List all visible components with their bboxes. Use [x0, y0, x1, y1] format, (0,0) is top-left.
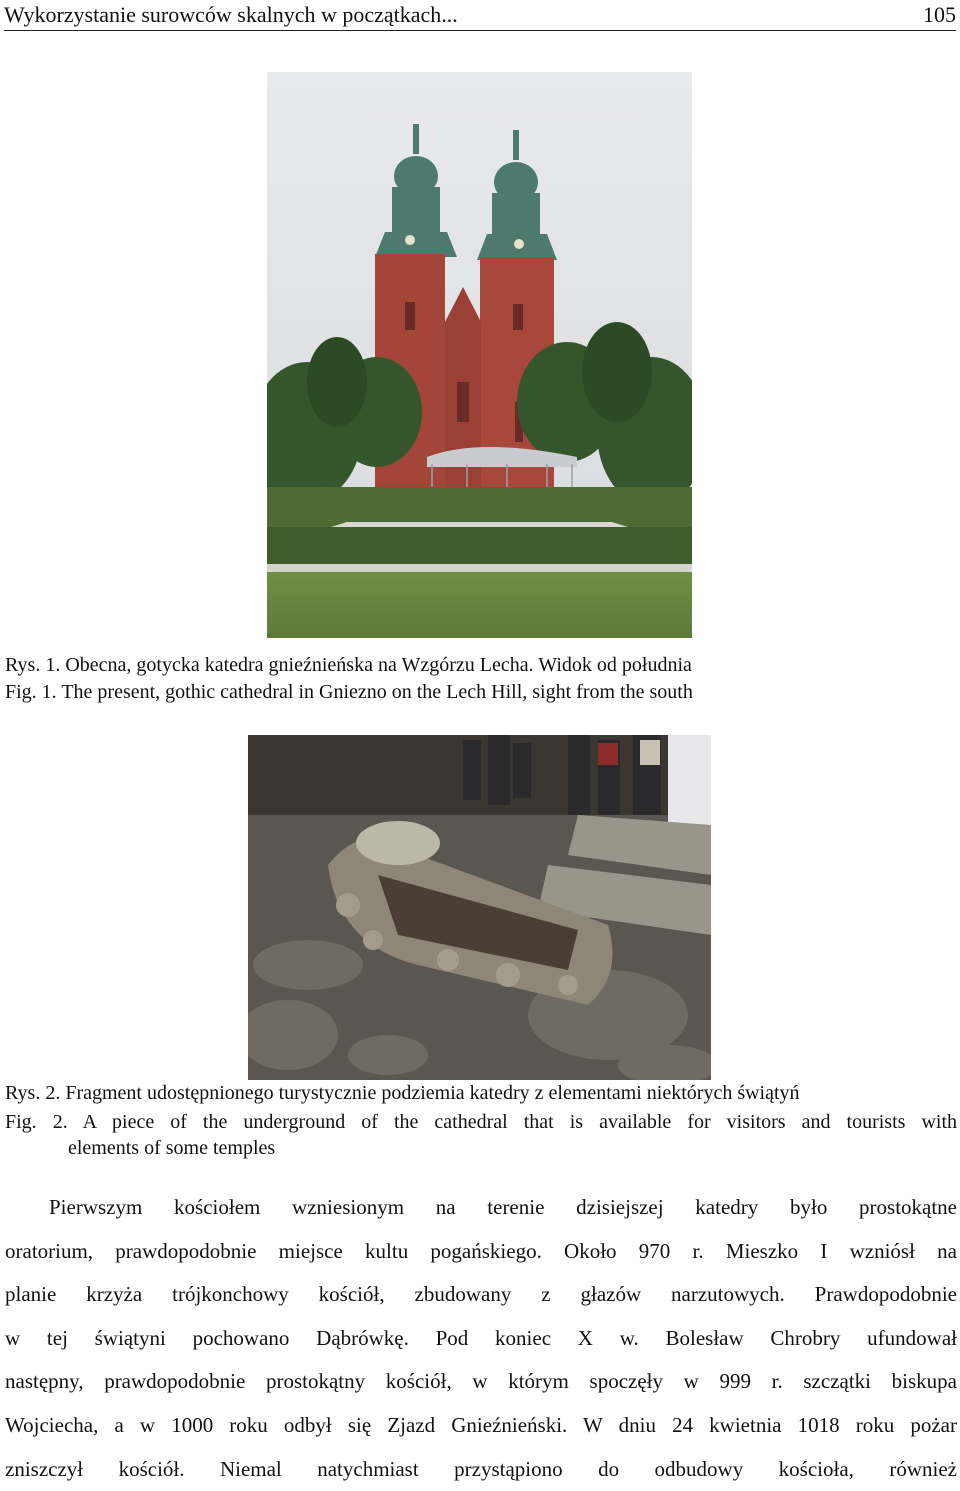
figure1-caption-en: Fig. 1. The present, gothic cathedral in Gniezno on the Lech Hill, sight from the south [5, 681, 693, 703]
cathedral-photo [267, 72, 692, 638]
body-line: zniszczył kościół. Niemal natychmiast przystąpiono do odbudowy kościoła, również [5, 1456, 957, 1481]
figure1-caption-pl: Rys. 1. Obecna, gotycka katedra gnieźnieńska na Wzgórzu Lecha. Widok od południa [5, 654, 692, 676]
body-line: planie krzyża trójkonchowy kościół, zbudowany z głazów narzutowych. Prawdopodobnie [5, 1282, 957, 1307]
underground-ruins-photo [248, 735, 711, 1080]
body-line: Pierwszym kościołem wzniesionym na terenie dzisiejszej katedry było prostokątne [49, 1195, 957, 1219]
figure2-caption-en-line1: Fig. 2. A piece of the underground of the cathedral that is available for visitors and tourists with [5, 1111, 957, 1133]
body-line: Wojciecha, a w 1000 roku odbył się Zjazd Gnieźnieński. W dniu 24 kwietnia 1018 roku pożar [5, 1412, 957, 1437]
page-number: 105 [923, 2, 956, 27]
body-line: oratorium, prawdopodobnie miejsce kultu pogańskiego. Około 970 r. Mieszko I wzniósł na [5, 1238, 957, 1263]
running-header [4, 0, 956, 31]
figure2-caption-pl: Rys. 2. Fragment udostępnionego turystycznie podziemia katedry z elementami niektórych świątyń [5, 1082, 800, 1104]
body-paragraph [5, 1186, 957, 1491]
header-title: Wykorzystanie surowców skalnych w początkach... [4, 2, 458, 27]
body-line: w tej świątyni pochowano Dąbrówkę. Pod koniec X w. Bolesław Chrobry ufundował [5, 1325, 957, 1350]
figure2-caption-en-line2: elements of some temples [68, 1137, 276, 1159]
body-line: następny, prawdopodobnie prostokątny kościół, w którym spoczęły w 999 r. szczątki biskupa [5, 1369, 957, 1394]
